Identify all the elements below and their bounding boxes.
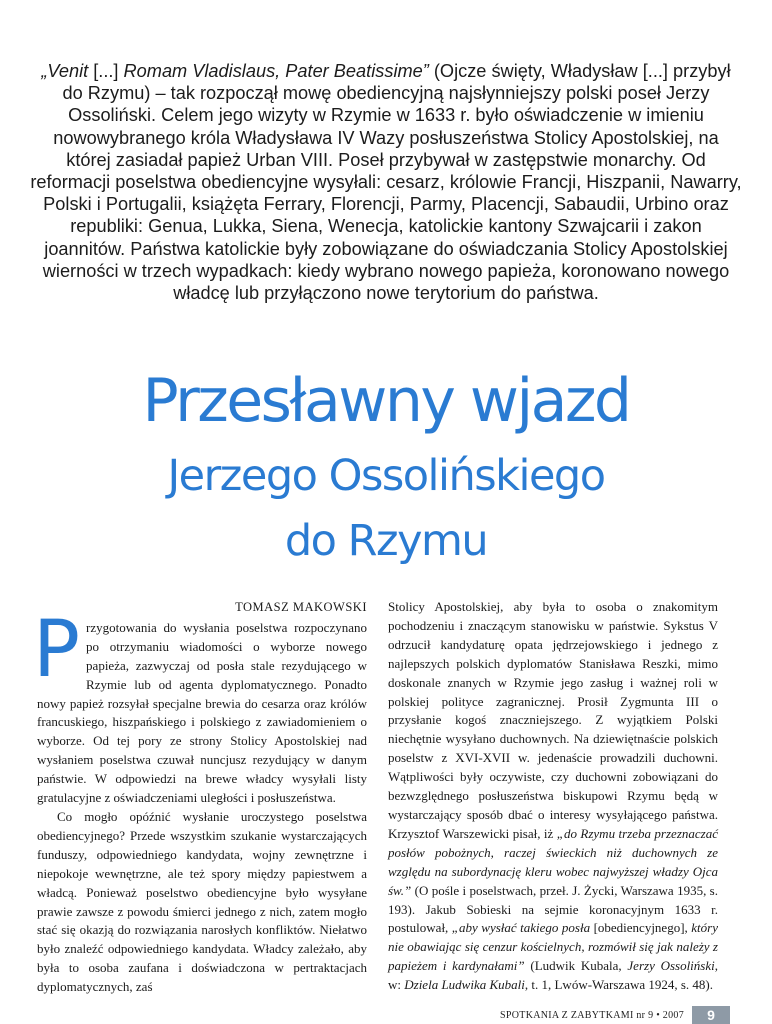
title-line-3: do Rzymu <box>284 516 488 566</box>
text-run: (O pośle i poselstwach, przeł. J. Życki, Warszawa 1935, s. 193). Jakub Sobieski na sejmie koronacyjnym 1633 r. postulował, <box>388 882 718 936</box>
text-run: , w: <box>388 958 718 993</box>
page-number: 9 <box>692 1006 730 1024</box>
text-run: Stolicy Apostolskiej, aby była to osoba o znakomitym pochodzeniu i znaczącym stanowisku w państwie. Sykstus V odrzucił kandydaturę opata jędrzejowskiego i jednego z najlepszych polskich dyplomatów Stanisława Reszki, mimo doskonale znanych w Rzymie jego zasług i ważnej roli w polskiej polityce zagranicznej. Prosił Zygmunta III o przysłanie kogoś znaczniejszego. Z wyjątkiem Polski niechętnie wysyłano duchownych. Na dziewiętnaście polskich poselstw z XVI-XVII w. jedenaście prowadzili duchowni. Wątpliwości były oczywiste, czy duchowni zobowiązani do bezwzględnego posłuszeństwa biskupowi Rzymu będą w wystarczający sposób dbać o interesy wysyłającego państwa. Krzysztof Warszewicki pisał, iż <box>388 599 718 841</box>
text-run: (Ludwik Kubala, <box>524 958 628 974</box>
title-line-2: Jerzego Ossolińskiego <box>167 451 605 501</box>
lead-body: (Ojcze święty, Władysław [...] przybył do Rzymu) – tak rozpoczął mowę obediencyjną najsłynniejszy polski poseł Jerzy Ossoliński. Celem jego wizyty w Rzymie w 1633 r. było oświadczenie w imieniu nowowybranego króla Władysława IV Wazy posłuszeństwa Stolicy Apostolskiej, na której zasiadał papież Urban VIII. Poseł przybywał w zastępstwie monarchy. Od reformacji poselstwa obediencyjne wysyłali: cesarz, królowie Francji, Hiszpanii, Nawarry, Polski i Portugalii, książęta Ferrary, Florencji, Parmy, Placencji, Sabaudii, Urbino oraz republiki: Genua, Lukka, Siena, Wenecja, katolickie kantony Szwajcarii i zakon joannitów. Państwa katolickie były zobowiązane do oświadczania Stolicy Apostolskiej wierności w trzech wypadkach: kiedy wybrano nowego papieża, koronowano nowego władcę lub przyłączono nowe terytorium do państwa. <box>30 61 742 304</box>
column-right <box>388 598 718 995</box>
column-left <box>33 598 367 997</box>
book-title: Jerzy Ossoliński <box>627 958 715 974</box>
title-line-1: Przesławny wjazd <box>142 366 630 436</box>
lead-quote-1: „Venit <box>41 61 89 81</box>
book-title: Dziela Ludwika Kubali <box>404 977 525 993</box>
author-name: TOMASZ MAKOWSKI <box>235 600 367 614</box>
paragraph-3 <box>388 598 718 995</box>
lead-paragraph <box>30 60 742 304</box>
lead-quote-2: [...] <box>88 61 124 81</box>
paragraph-2: Co mogło opóźnić wysłanie uroczystego poselstwa obediencyjnego? Przede wszystkim szukanie wystarczających funduszy, odpowiedniego kandydata, wojny zewnętrzne i niepokoje wewnętrzne, ale też spory między papiestwem a władcą. Ponieważ poselstwo obediencyjne było wysyłane prawie zawsze z powodu śmierci jednego z nich, zatem mogło stać się okazją do rozwiązania narosłych konfliktów. Niełatwo było znaleźć odpowiedniego kandydata. Władcy zależało, aby była to osoba zaufana i doświadczona w pertraktacjach dyplomatycznych, zaś <box>37 808 367 995</box>
quote-sobieski: „aby wysłać takiego posła <box>451 920 591 936</box>
quote-sobieski-cont: który nie obawiając się cenzur kościelnych, rozmówił się jak należy z papieżem i kardynałami” <box>388 920 718 974</box>
paragraph-1-text: rzygotowania do wysłania poselstwa rozpoczynano po otrzymaniu wiadomości o wyborze nowego papieża, zazwyczaj od posła stale rezydującego w Rzymie lub od agenta dyplomatycznego. Ponadto nowy papież rozsyłał specjalne brewia do cesarza oraz królów francuskiego, hiszpańskiego i polskiego z zawiadomieniem o wyborze. Od tej pory ze strony Stolicy Apostolskiej nad wysłaniem poselstwa czuwał nuncjusz rezydujący w danym państwie. W odpowiedzi na brewe władcy wysyłali listy gratulacyjne z oświadczeniami uległości i posłuszeństwa. <box>37 619 367 806</box>
lead-quote-3: Romam Vladislaus, Pater Beatissime” <box>123 61 429 81</box>
drop-cap: P <box>33 604 81 695</box>
text-run: , t. 1, Lwów-Warszawa 1924, s. 48). <box>524 977 714 993</box>
footer-journal: SPOTKANIA Z ZABYTKAMI nr 9 • 2007 <box>500 1010 684 1021</box>
text-run: [obediencyjnego], <box>590 920 692 936</box>
quote-warszewicki: „do Rzymu trzeba przeznaczać posłów pobożnych, raczej świeckich niż duchownych ze względu na subordynację kleru wobec najwyższej władzy Ojca św.” <box>388 825 718 898</box>
